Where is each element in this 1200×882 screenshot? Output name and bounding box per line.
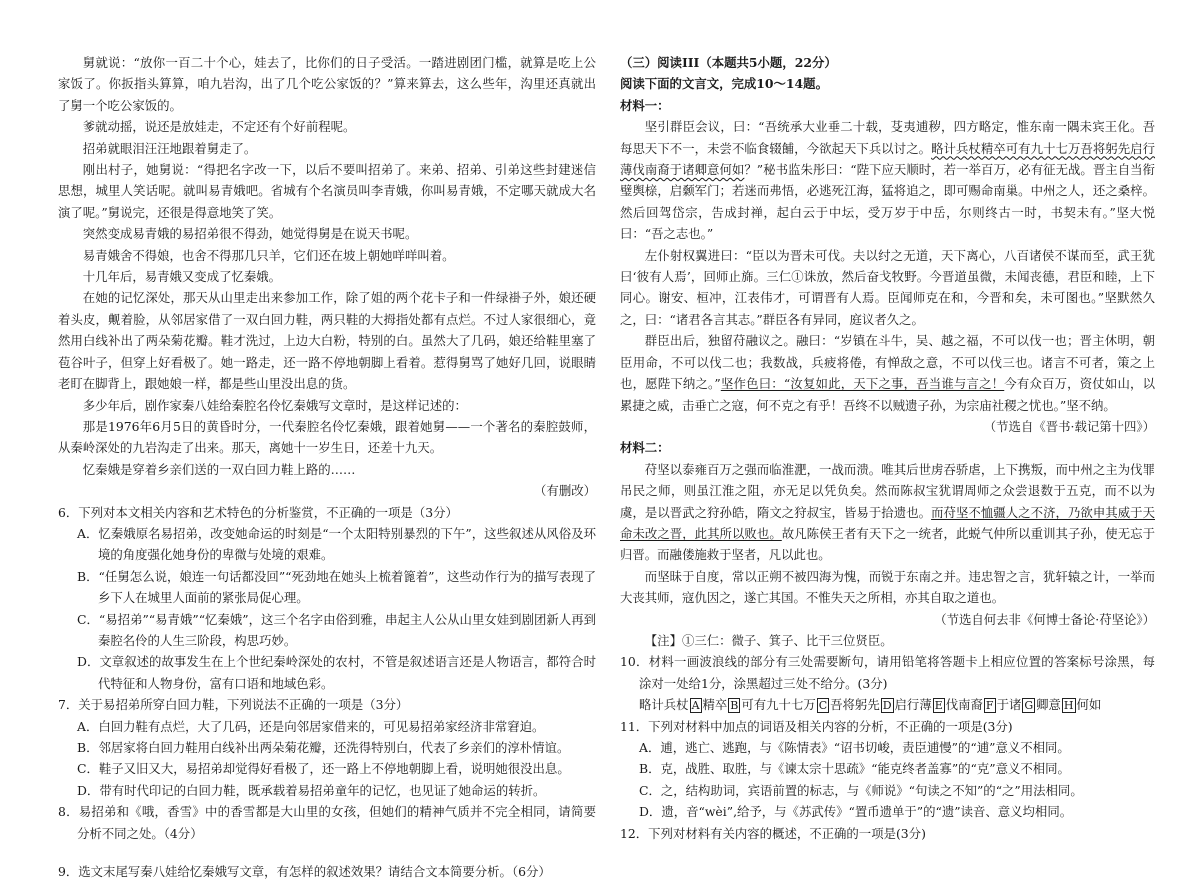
segment-text: 吾将躬先 xyxy=(830,697,880,713)
segment-1 xyxy=(703,697,742,712)
story-paragraph: 在她的记忆深处，那天从山里走出来参加工作，除了姐的两个花卡子和一件绿褂子外，娘还硬着头皮，觍着脸，从邻居家借了一双白回力鞋，两只鞋的大拇指处都有点烂。不过人家很细心，竟然用白线补出了两朵菊花瓣。鞋才洗过，上边大白粉，特别的白。虽然大了几码，娘还给鞋里塞了苞谷叶子，但穿上好看极了。她一路走，还一路不停地朝脚上看着。惹得舅骂了她好几回，说眼睛老盯在脚背上，跟她娘一样，都是些山里没出息的货。 xyxy=(58,290,596,392)
section-title: （三）阅读III（本题共5小题，22分） xyxy=(620,55,837,70)
q11-option-b: B．克，战胜、取胜，与《谏太宗十思疏》“能克终者盖寡”的“克”意义不相同。 xyxy=(639,761,1070,777)
source-note: （有删改） xyxy=(534,483,596,499)
q7-option-a: A．白回力鞋有点烂，大了几码，还是向邻居家借来的，可见易招弟家经济非常窘迫。 xyxy=(77,718,545,734)
annotation-note: 【注】①三仁：微子、箕子、比干三位贤臣。 xyxy=(644,632,893,648)
wavy-underlined-text: 略计兵杖精卒可有九十七万吾将躬先启行薄伐南裔于诸卿意何如 xyxy=(620,140,1156,178)
story-paragraph: 招弟就眼泪汪汪地跟着舅走了。 xyxy=(82,140,257,156)
q7-option-d: D．带有时代印记的白回力鞋，既承载着易招弟童年的记忆，也见证了她命运的转折。 xyxy=(77,782,546,798)
left-column xyxy=(58,52,596,882)
segment-text: 伐南裔 xyxy=(945,697,983,713)
q6-option-b: B．“任舅怎么说，娘连一句话都没回”“死劲地在她头上梳着篦着”，这些动作行为的描写表现了乡下人在城里人面前的紧张局促心理。 xyxy=(77,568,596,606)
q6-option-a: A．忆秦娥原名易招弟，改变她命运的时刻是“一个太阳特别暴烈的下午”，这些叙述从风俗及环境的角度强化她身份的卑微与处境的艰难。 xyxy=(77,525,596,563)
segment-text: 卿意 xyxy=(1036,697,1061,713)
story-paragraph: 突然变成易青娥的易招弟很不得劲，她觉得舅是在说天书呢。 xyxy=(82,226,418,242)
segment-text: 何如 xyxy=(1076,697,1102,713)
material-1-paragraph-3 xyxy=(620,330,1155,416)
story-paragraph: 爹就动摇，说还是放娃走，不定还有个好前程呢。 xyxy=(82,119,356,135)
answer-mark-a[interactable]: A xyxy=(691,699,700,713)
underlined-sentence: 而苻坚不恤疆人之不济，乃欲申其威于天命未改之晋，此其所以败也。 xyxy=(620,504,1156,541)
reading-instruction: 阅读下面的文言文，完成10～14题。 xyxy=(620,76,828,92)
answer-mark-b[interactable]: B xyxy=(730,699,739,713)
text-run: 苻坚以泰雍百万之强而临淮淝，一战而溃。唯其后世虏吞骄虐，上下携叛，而中州之主为伐罪吊民之师，则虽江淮之阻，亦无足以凭负矣。然而陈叔宝犹谓周师之众尝退数于五克，而不以为虞，是以晋武之狩孙皓，隋文之狩叔宝，皆易于拾遗也。 xyxy=(620,461,1155,520)
q11-option-c: C．之，结构助词，宾语前置的标志，与《师说》“句读之不知”的“之”用法相同。 xyxy=(639,782,1083,798)
answer-mark-d[interactable]: D xyxy=(882,699,892,713)
question-7: 7．关于易招弟所穿白回力鞋，下列说法不正确的一项是（3分） xyxy=(58,697,409,713)
question-9: 9．选文末尾写秦八娃给忆秦娥写文章，有怎样的叙述效果？请结合文本简要分析。（6分） xyxy=(58,864,551,880)
segment-text: 略计兵杖 xyxy=(639,697,689,713)
answer-mark-e[interactable]: E xyxy=(934,699,943,713)
story-paragraph: 十几年后，易青娥又变成了忆秦娥。 xyxy=(82,269,282,285)
answer-mark-g[interactable]: G xyxy=(1024,699,1034,713)
segment-5 xyxy=(946,697,997,712)
q11-option-a: A．逋，逃亡、逃跑，与《陈情表》“诏书切峻，责臣逋慢”的“逋”意义不相同。 xyxy=(639,740,1070,755)
question-11: 11．下列对材料中加点的词语及相关内容的分析，不正确的一项是(3分) xyxy=(620,718,1013,734)
q11-option-d: D．遗，音“wèi”,给予，与《苏武传》“置币遗单于”的“遗”读音、意义均相同。 xyxy=(639,804,1073,820)
story-paragraph: 刚出村子，她舅说：“得把名字改一下，以后不要叫招弟了。来弟、招弟、引弟这些封建迷信思想，城里人笑话呢。就叫易青娥吧。省城有个名演员叫李青娥，你叫易青娥，不定哪天就成大名演了呢。”舅说完，还很是得意地笑了笑。 xyxy=(58,162,596,220)
segment-4 xyxy=(895,697,946,712)
story-paragraph: 忆秦娥是穿着乡亲们送的一双白回力鞋上路的…… xyxy=(82,461,356,477)
material-2-paragraph-1 xyxy=(620,459,1155,566)
segment-text: 精卒 xyxy=(702,697,728,713)
text-run: 群臣出后，独留苻融议之。融曰：“岁镇在斗牛，吴、越之福，不可以伐一也；晋主休明，朝臣用命，不可以伐二也；我数战，兵疲将倦，有惮敌之意，不可以伐三也。诸言不可者，策之上也，愿陛下纳之。” xyxy=(620,333,1155,392)
answer-mark-c[interactable]: C xyxy=(818,699,828,713)
segment-7 xyxy=(1036,697,1076,712)
segment-0 xyxy=(639,697,703,712)
segment-text: 可有九十七万 xyxy=(741,697,816,713)
text-run: 今有众百万，资仗如山，以累捷之威，击垂亡之寇，何不克之有乎！吾终不以贼遗子孙，为宗庙社稷之忧也。”坚不纳。 xyxy=(620,376,1156,413)
material-2-source: （节选自何去非《何博士备论·苻坚论》） xyxy=(934,611,1155,627)
material-1-paragraph-1 xyxy=(620,116,1155,244)
story-paragraph: 多少年后，剧作家秦八娃给秦腔名伶忆秦娥写文章时，是这样记述的： xyxy=(82,397,467,413)
question-12: 12．下列对材料有关内容的概述，不正确的一项是(3分) xyxy=(620,825,926,841)
question-8: 8．易招弟和《哦，香雪》中的香雪都是大山里的女孩，但她们的精神气质并不完全相同，请简要分析不同之处。（4分） xyxy=(58,804,596,841)
material-1-label: 材料一： xyxy=(620,97,670,113)
text-run: ？”秘书监朱彤曰：“陛下应天顺时，若一举百万，必有征无战。晋主自当衔璧舆榇，启颡军门；若迷而弗悟，必逃死江海，猛将追之，即可赐命南巢。中州之人，还之桑梓。然后回驾岱宗，告成封禅，起白云于中坛，受万岁于中岳，尔则终古一时，书契未有。”坚大悦曰：“吾之志也。” xyxy=(620,162,1156,242)
material-2-paragraph-2: 而坚昧于自度，常以正朔不被四海为愧，而锐于东南之并。违忠智之言，犹轩辕之计，一举而大丧其师，寇仇因之，遂亡其国。不惟失天之所相，亦其自取之道也。 xyxy=(620,568,1155,606)
text-run: 坚引群臣会议，曰：“吾统承大业垂二十载，芟夷逋秽，四方略定，惟东南一隅未宾王化。吾每思天下不一，未尝不临食辍餔，今欲起天下兵以讨之。 xyxy=(620,119,1155,156)
right-column xyxy=(620,52,1155,844)
segment-3 xyxy=(830,697,894,712)
question-6: 6．下列对本文相关内容和艺术特色的分析鉴赏，不正确的一项是（3分） xyxy=(58,504,458,520)
text-run: 故凡陈侯王者有天下之一统者，此蜕气仲所以重训其子孙，使无忘于归晋。而融偻施救于坚者，凡以此也。 xyxy=(620,525,1156,563)
sentence-break-options xyxy=(620,694,1155,715)
story-paragraph: 易青娥舍不得娘，也舍不得那几只羊，它们还在坡上朝她咩咩叫着。 xyxy=(82,247,455,263)
answer-mark-h[interactable]: H xyxy=(1063,699,1074,713)
story-paragraph: 那是1976年6月5日的黄昏时分，一代秦腔名伶忆秦娥，跟着她舅——一个著名的秦腔鼓师，从秦岭深处的九岩沟走了出来。那天，离她十一岁生日，还差十九天。 xyxy=(58,418,596,456)
underlined-sentence: 坚作色曰：“汝复如此，天下之事，吾当谁与言之！ xyxy=(720,376,1005,392)
q7-option-b: B．邻居家将白回力鞋用白线补出两朵菊花瓣，还洗得特别白，代表了乡亲们的淳朴情谊。 xyxy=(77,740,570,755)
story-paragraph: 舅就说：“放你一百二十个心，娃去了，比你们的日子受活。一踏进剧团门槛，就算是吃上公家饭了。你扳指头算算，咱九岩沟，出了几个吃公家饭的？”算来算去，这么些年，沟里还真就出了舅一个吃公家饭的。 xyxy=(58,55,596,113)
segment-6 xyxy=(997,697,1037,712)
segment-8 xyxy=(1077,697,1102,712)
answer-space xyxy=(58,844,596,861)
material-2-label: 材料二： xyxy=(620,440,670,456)
question-10: 10．材料一画波浪线的部分有三处需要断句，请用铅笔将答题卡上相应位置的答案标号涂黑，每涂对一处给1分，涂黑超过三处不给分。(3分) xyxy=(620,654,1155,691)
q6-option-c: C．“易招弟”“易青娥”“忆秦娥”，这三个名字由俗到雅，串起主人公从山里女娃到剧团新人再到秦腔名伶的人生三阶段，构思巧妙。 xyxy=(77,611,596,648)
segment-text: 于诸 xyxy=(996,697,1022,713)
segment-text: 启行薄 xyxy=(894,697,932,713)
q6-option-d: D．文章叙述的故事发生在上个世纪秦岭深处的农村，不管是叙述语言还是人物语言，都符合时代特征和人物身份，富有口语和地域色彩。 xyxy=(77,654,596,691)
segment-2 xyxy=(741,697,830,712)
answer-mark-f[interactable]: F xyxy=(985,699,994,713)
material-1-paragraph-2: 左仆射权翼进曰：“臣以为晋未可伐。夫以纣之无道，天下离心，八百诸侯不谋而至，武王犹曰‘彼有人焉’，回师止旆。三仁①诛放，然后奋戈牧野。今晋道虽微，未闻丧德，君臣和睦，上下同心。谢安、桓冲，江表伟才，可谓晋有人焉。臣闻师克在和，今晋和矣，未可图也。”坚默然久之，曰：“诸君各言其志。”群臣各有异同，庭议者久之。 xyxy=(620,247,1155,327)
material-1-source: （节选自《晋书·载记第十四》） xyxy=(983,418,1155,434)
q7-option-c: C．鞋子又旧又大，易招弟却觉得好看极了，还一路上不停地朝脚上看，说明她很没出息。 xyxy=(77,761,570,777)
